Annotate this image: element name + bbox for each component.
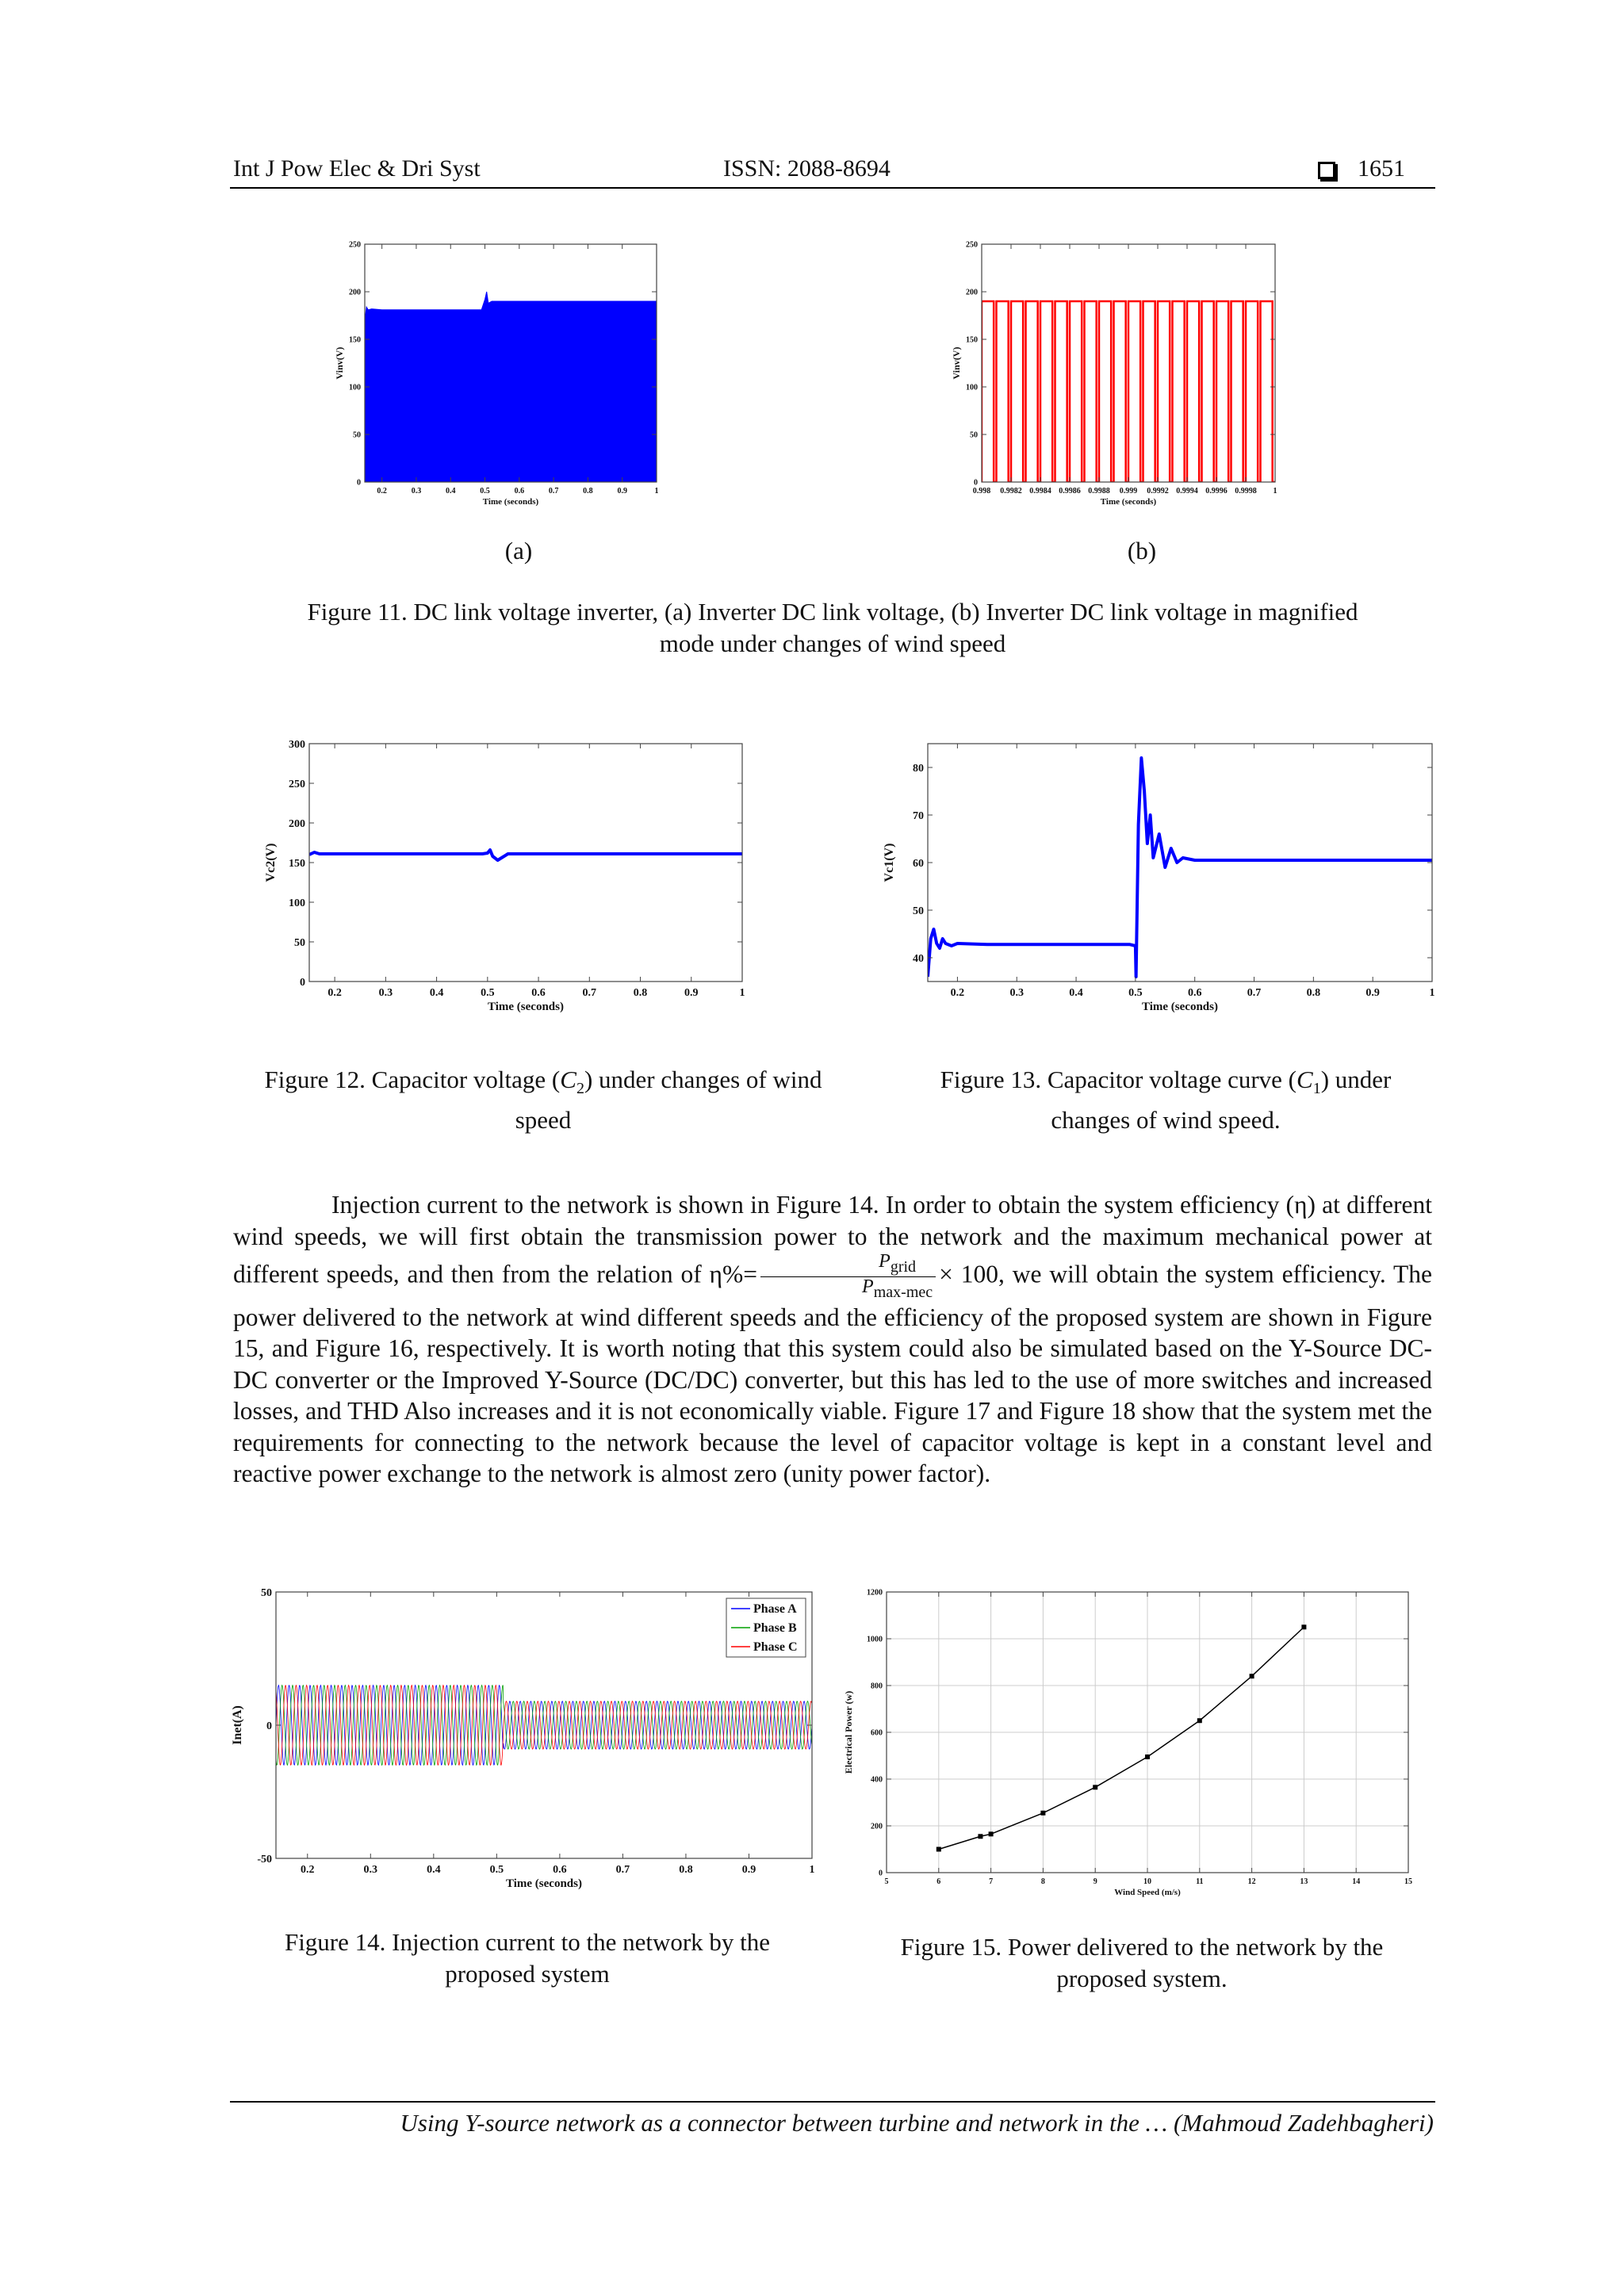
x-tick-label: 0.9986 — [1059, 487, 1081, 496]
y-tick-label: 0 — [974, 478, 978, 488]
x-tick-label: 0.4 — [429, 987, 444, 999]
x-tick-label: 0.4 — [445, 487, 456, 496]
y-axis-label: Electrical Power (w) — [843, 1690, 854, 1774]
x-tick-label: 0.3 — [378, 987, 393, 999]
header-rule — [230, 187, 1435, 189]
y-tick-label: 50 — [353, 430, 361, 440]
x-tick-label: 6 — [936, 1877, 941, 1886]
figure-11a-label: (a) — [504, 537, 533, 564]
symbol: P — [862, 1276, 874, 1297]
caption-line: changes of wind speed. — [1051, 1106, 1281, 1135]
caption-line: speed — [515, 1106, 572, 1135]
data-layer — [982, 301, 1275, 482]
x-tick-label: 0.9996 — [1205, 487, 1228, 496]
footer-rule — [230, 2101, 1435, 2103]
y-axis-label: Vc2(V) — [264, 843, 278, 882]
x-tick-label: 1 — [809, 1864, 815, 1876]
figure-14-caption — [230, 1927, 825, 1990]
x-tick-label: 0.7 — [1247, 987, 1262, 999]
series-line — [309, 850, 742, 860]
y-tick-label: 0 — [357, 478, 361, 488]
x-tick-label: 0.2 — [301, 1864, 315, 1876]
y-axis-label: Vinv(V) — [951, 346, 962, 380]
figure-14-chart — [231, 1582, 825, 1900]
figure-11-caption — [233, 596, 1432, 660]
series-line — [928, 758, 1432, 977]
data-point — [978, 1834, 982, 1839]
x-tick-label: 0.9984 — [1029, 487, 1051, 496]
x-tick-label: 0.3 — [363, 1864, 378, 1876]
symbol: P — [879, 1251, 891, 1272]
x-tick-label: 0.5 — [1128, 987, 1143, 999]
x-tick-label: 0.5 — [480, 487, 490, 496]
y-tick-label: 40 — [913, 952, 924, 965]
data-point — [1197, 1718, 1202, 1723]
x-axis-label: Time (seconds) — [488, 1001, 564, 1013]
plot-frame — [309, 744, 742, 982]
y-axis-label: Vinv(V) — [334, 346, 345, 380]
data-point — [1145, 1755, 1150, 1759]
data-point — [1301, 1624, 1306, 1629]
data-layer — [309, 850, 742, 860]
journal-name: Int J Pow Elec & Dri Syst — [233, 155, 481, 182]
figure-11b-label: (b) — [1127, 537, 1157, 564]
data-point — [1250, 1674, 1254, 1678]
caption-line: Figure 11. DC link voltage inverter, (a) Inverter DC link voltage, (b) Inverter DC link voltage in magnified — [307, 598, 1358, 626]
y-tick-label: 50 — [970, 430, 978, 440]
y-tick-label: 1000 — [867, 1635, 883, 1644]
body-paragraph — [233, 1189, 1432, 1490]
x-tick-label: 0.9 — [741, 1864, 756, 1876]
legend-label: Phase B — [753, 1621, 797, 1635]
y-tick-label: 250 — [349, 240, 361, 250]
x-tick-label: 0.999 — [1119, 487, 1138, 496]
x-tick-label: 0.8 — [1306, 987, 1321, 999]
figure-11a-chart — [325, 235, 722, 536]
y-tick-label: 600 — [871, 1728, 883, 1738]
x-tick-label: 0.9 — [617, 487, 627, 496]
y-tick-label: 0 — [879, 1869, 883, 1878]
x-tick-label: 11 — [1196, 1877, 1204, 1886]
x-tick-label: 0.9998 — [1235, 487, 1257, 496]
x-tick-label: 0.7 — [582, 987, 597, 999]
x-tick-label: 0.3 — [1009, 987, 1024, 999]
y-tick-label: 70 — [913, 809, 924, 822]
x-tick-label: 12 — [1247, 1877, 1256, 1886]
x-tick-label: 0.9982 — [1000, 487, 1022, 496]
caption-line — [880, 1064, 1451, 1104]
y-tick-label: 50 — [294, 936, 305, 949]
y-tick-label: 0 — [266, 1720, 272, 1732]
x-tick-label: 0.9988 — [1088, 487, 1110, 496]
x-tick-label: 1 — [1429, 987, 1435, 999]
legend-label: Phase A — [753, 1602, 797, 1616]
footer-text: Using Y-source network as a connector between turbine and network in the … (Mahmoud Zadehbagheri) — [400, 2109, 1434, 2137]
caption-subscript: 2 — [576, 1080, 584, 1098]
x-tick-label: 7 — [989, 1877, 994, 1886]
x-tick-label: 0.9 — [684, 987, 699, 999]
x-tick-label: 0.5 — [489, 1864, 504, 1876]
caption-text: Figure 12. Capacitor voltage ( — [264, 1066, 561, 1093]
fraction-denominator — [760, 1277, 936, 1302]
y-tick-label: 200 — [349, 288, 361, 297]
y-tick-label: 50 — [913, 905, 924, 917]
data-layer — [928, 758, 1432, 977]
x-tick-label: 0.8 — [633, 987, 648, 999]
y-tick-label: 250 — [289, 778, 305, 790]
x-tick-label: 0.3 — [411, 487, 422, 496]
subscript: grid — [890, 1257, 917, 1276]
y-tick-label: 250 — [966, 240, 978, 250]
caption-line: mode under changes of wind speed — [659, 629, 1006, 657]
y-tick-label: 200 — [289, 817, 305, 830]
x-tick-label: 0.2 — [327, 987, 342, 999]
caption-line: Figure 14. Injection current to the network by the — [284, 1928, 771, 1956]
page-number: 1651 — [1358, 155, 1405, 182]
y-tick-label: 150 — [966, 335, 978, 345]
y-tick-label: 300 — [289, 738, 305, 751]
data-layer — [936, 1624, 1307, 1851]
caption-symbol: C — [1297, 1066, 1313, 1093]
paragraph-part: , we will obtain the system efficiency. The power delivered to the network at wind different speeds and the efficiency of the proposed system are shown in Figure 15, and Figure 16, respectively. It is worth noting that this system could also be simulated based on the Y-Source DC-DC converter or the Improved Y-Source (DC/DC) converter, but this has led to the use of more switches and increased losses, and THD Also increases and it is not economically viable. Figure 17 and Figure 18 show that the system met the requirements for connecting to the network because the level of capacitor voltage is kept in a constant level and reactive power exchange to the network is almost zero (unity power factor). — [233, 1260, 1433, 1488]
caption-line — [230, 1064, 856, 1104]
pulse-line — [982, 301, 1275, 482]
x-tick-label: 0.7 — [615, 1864, 630, 1876]
y-tick-label: 400 — [871, 1775, 883, 1785]
caption-line: proposed system. — [1056, 1965, 1228, 1992]
figure-12-caption — [230, 1064, 856, 1136]
issn: ISSN: 2088-8694 — [723, 155, 891, 182]
y-tick-label: 800 — [871, 1682, 883, 1691]
y-tick-label: 100 — [349, 383, 361, 392]
y-axis-label: Inet(A) — [231, 1705, 244, 1745]
page-number-block — [1318, 155, 1405, 182]
paragraph-part: Injection current to the network is shown in Figure 14. In order to obtain the system efficiency (η) at different wind speeds, we will first obtain the transmission power to the network and the maximum mechanical power at different speeds, and then from the relation of η%= — [233, 1191, 1432, 1288]
x-tick-label: 0.4 — [427, 1864, 441, 1876]
caption-text: ) under changes of wind — [584, 1066, 822, 1093]
data-point — [989, 1831, 994, 1836]
y-tick-label: 50 — [261, 1586, 272, 1599]
y-tick-label: 100 — [966, 383, 978, 392]
x-tick-label: 0.998 — [972, 487, 991, 496]
caption-subscript: 1 — [1312, 1080, 1321, 1098]
y-axis-label: Vc1(V) — [883, 843, 896, 882]
times-100: × 100 — [939, 1260, 999, 1288]
y-tick-label: 80 — [913, 762, 924, 775]
x-tick-label: 0.6 — [514, 487, 525, 496]
y-tick-label: 1200 — [867, 1588, 883, 1598]
x-axis-label: Time (seconds) — [1142, 1001, 1218, 1013]
y-tick-label: 100 — [289, 897, 305, 909]
x-axis-label: Time (seconds) — [1100, 497, 1157, 507]
legend-label: Phase C — [753, 1640, 798, 1654]
x-tick-label: 0.8 — [679, 1864, 693, 1876]
x-tick-label: 0.2 — [377, 487, 387, 496]
x-axis-label: Time (seconds) — [506, 1877, 582, 1890]
y-tick-label: 60 — [913, 857, 924, 870]
data-point — [1093, 1785, 1097, 1789]
y-tick-label: 0 — [300, 976, 305, 989]
series-area — [365, 292, 657, 482]
caption-text: ) under — [1320, 1066, 1392, 1093]
efficiency-fraction — [760, 1252, 936, 1302]
paragraph-text — [233, 1189, 1432, 1490]
figure-15-caption — [856, 1931, 1427, 1995]
x-tick-label: 0.6 — [531, 987, 546, 999]
y-tick-label: 150 — [289, 857, 305, 870]
caption-text: Figure 13. Capacitor voltage curve ( — [940, 1066, 1297, 1093]
figure-15-chart — [843, 1582, 1427, 1900]
figure-11b-chart — [944, 235, 1340, 536]
figure-12-chart — [246, 729, 817, 1031]
x-tick-label: 0.6 — [1187, 987, 1202, 999]
x-axis-label: Wind Speed (m/s) — [1114, 1888, 1181, 1897]
x-tick-label: 1 — [1273, 487, 1277, 496]
y-tick-label: 200 — [966, 288, 978, 297]
x-tick-label: 0.5 — [481, 987, 495, 999]
x-tick-label: 1 — [739, 987, 745, 999]
x-tick-label: 9 — [1093, 1877, 1097, 1886]
fraction-numerator — [760, 1252, 936, 1277]
x-tick-label: 0.9 — [1365, 987, 1380, 999]
x-tick-label: 0.7 — [548, 487, 559, 496]
data-layer — [276, 1686, 812, 1766]
x-tick-label: 0.9994 — [1176, 487, 1198, 496]
figure-13-caption — [880, 1064, 1451, 1136]
x-tick-label: 0.9992 — [1147, 487, 1169, 496]
data-point — [1040, 1811, 1045, 1816]
x-tick-label: 0.2 — [950, 987, 965, 999]
x-tick-label: 8 — [1040, 1877, 1045, 1886]
x-axis-label: Time (seconds) — [482, 497, 539, 507]
y-tick-label: -50 — [257, 1853, 272, 1866]
square-bullet-icon — [1318, 162, 1335, 179]
x-tick-label: 10 — [1143, 1877, 1151, 1886]
figure-13-chart — [882, 729, 1437, 1031]
x-tick-label: 1 — [654, 487, 659, 496]
caption-line: Figure 15. Power delivered to the network by the — [900, 1933, 1384, 1961]
x-tick-label: 0.8 — [583, 487, 593, 496]
x-tick-label: 5 — [884, 1877, 889, 1886]
series-line — [939, 1627, 1304, 1849]
data-layer — [365, 292, 657, 482]
x-tick-label: 15 — [1404, 1877, 1412, 1886]
x-tick-label: 0.4 — [1069, 987, 1083, 999]
caption-line: proposed system — [445, 1960, 610, 1988]
caption-symbol: C — [560, 1066, 576, 1093]
x-tick-label: 14 — [1352, 1877, 1361, 1886]
x-tick-label: 0.6 — [553, 1864, 567, 1876]
subscript: max-mec — [873, 1283, 933, 1301]
y-tick-label: 200 — [871, 1822, 883, 1831]
y-tick-label: 150 — [349, 335, 361, 345]
x-tick-label: 13 — [1300, 1877, 1308, 1886]
data-point — [936, 1847, 941, 1852]
